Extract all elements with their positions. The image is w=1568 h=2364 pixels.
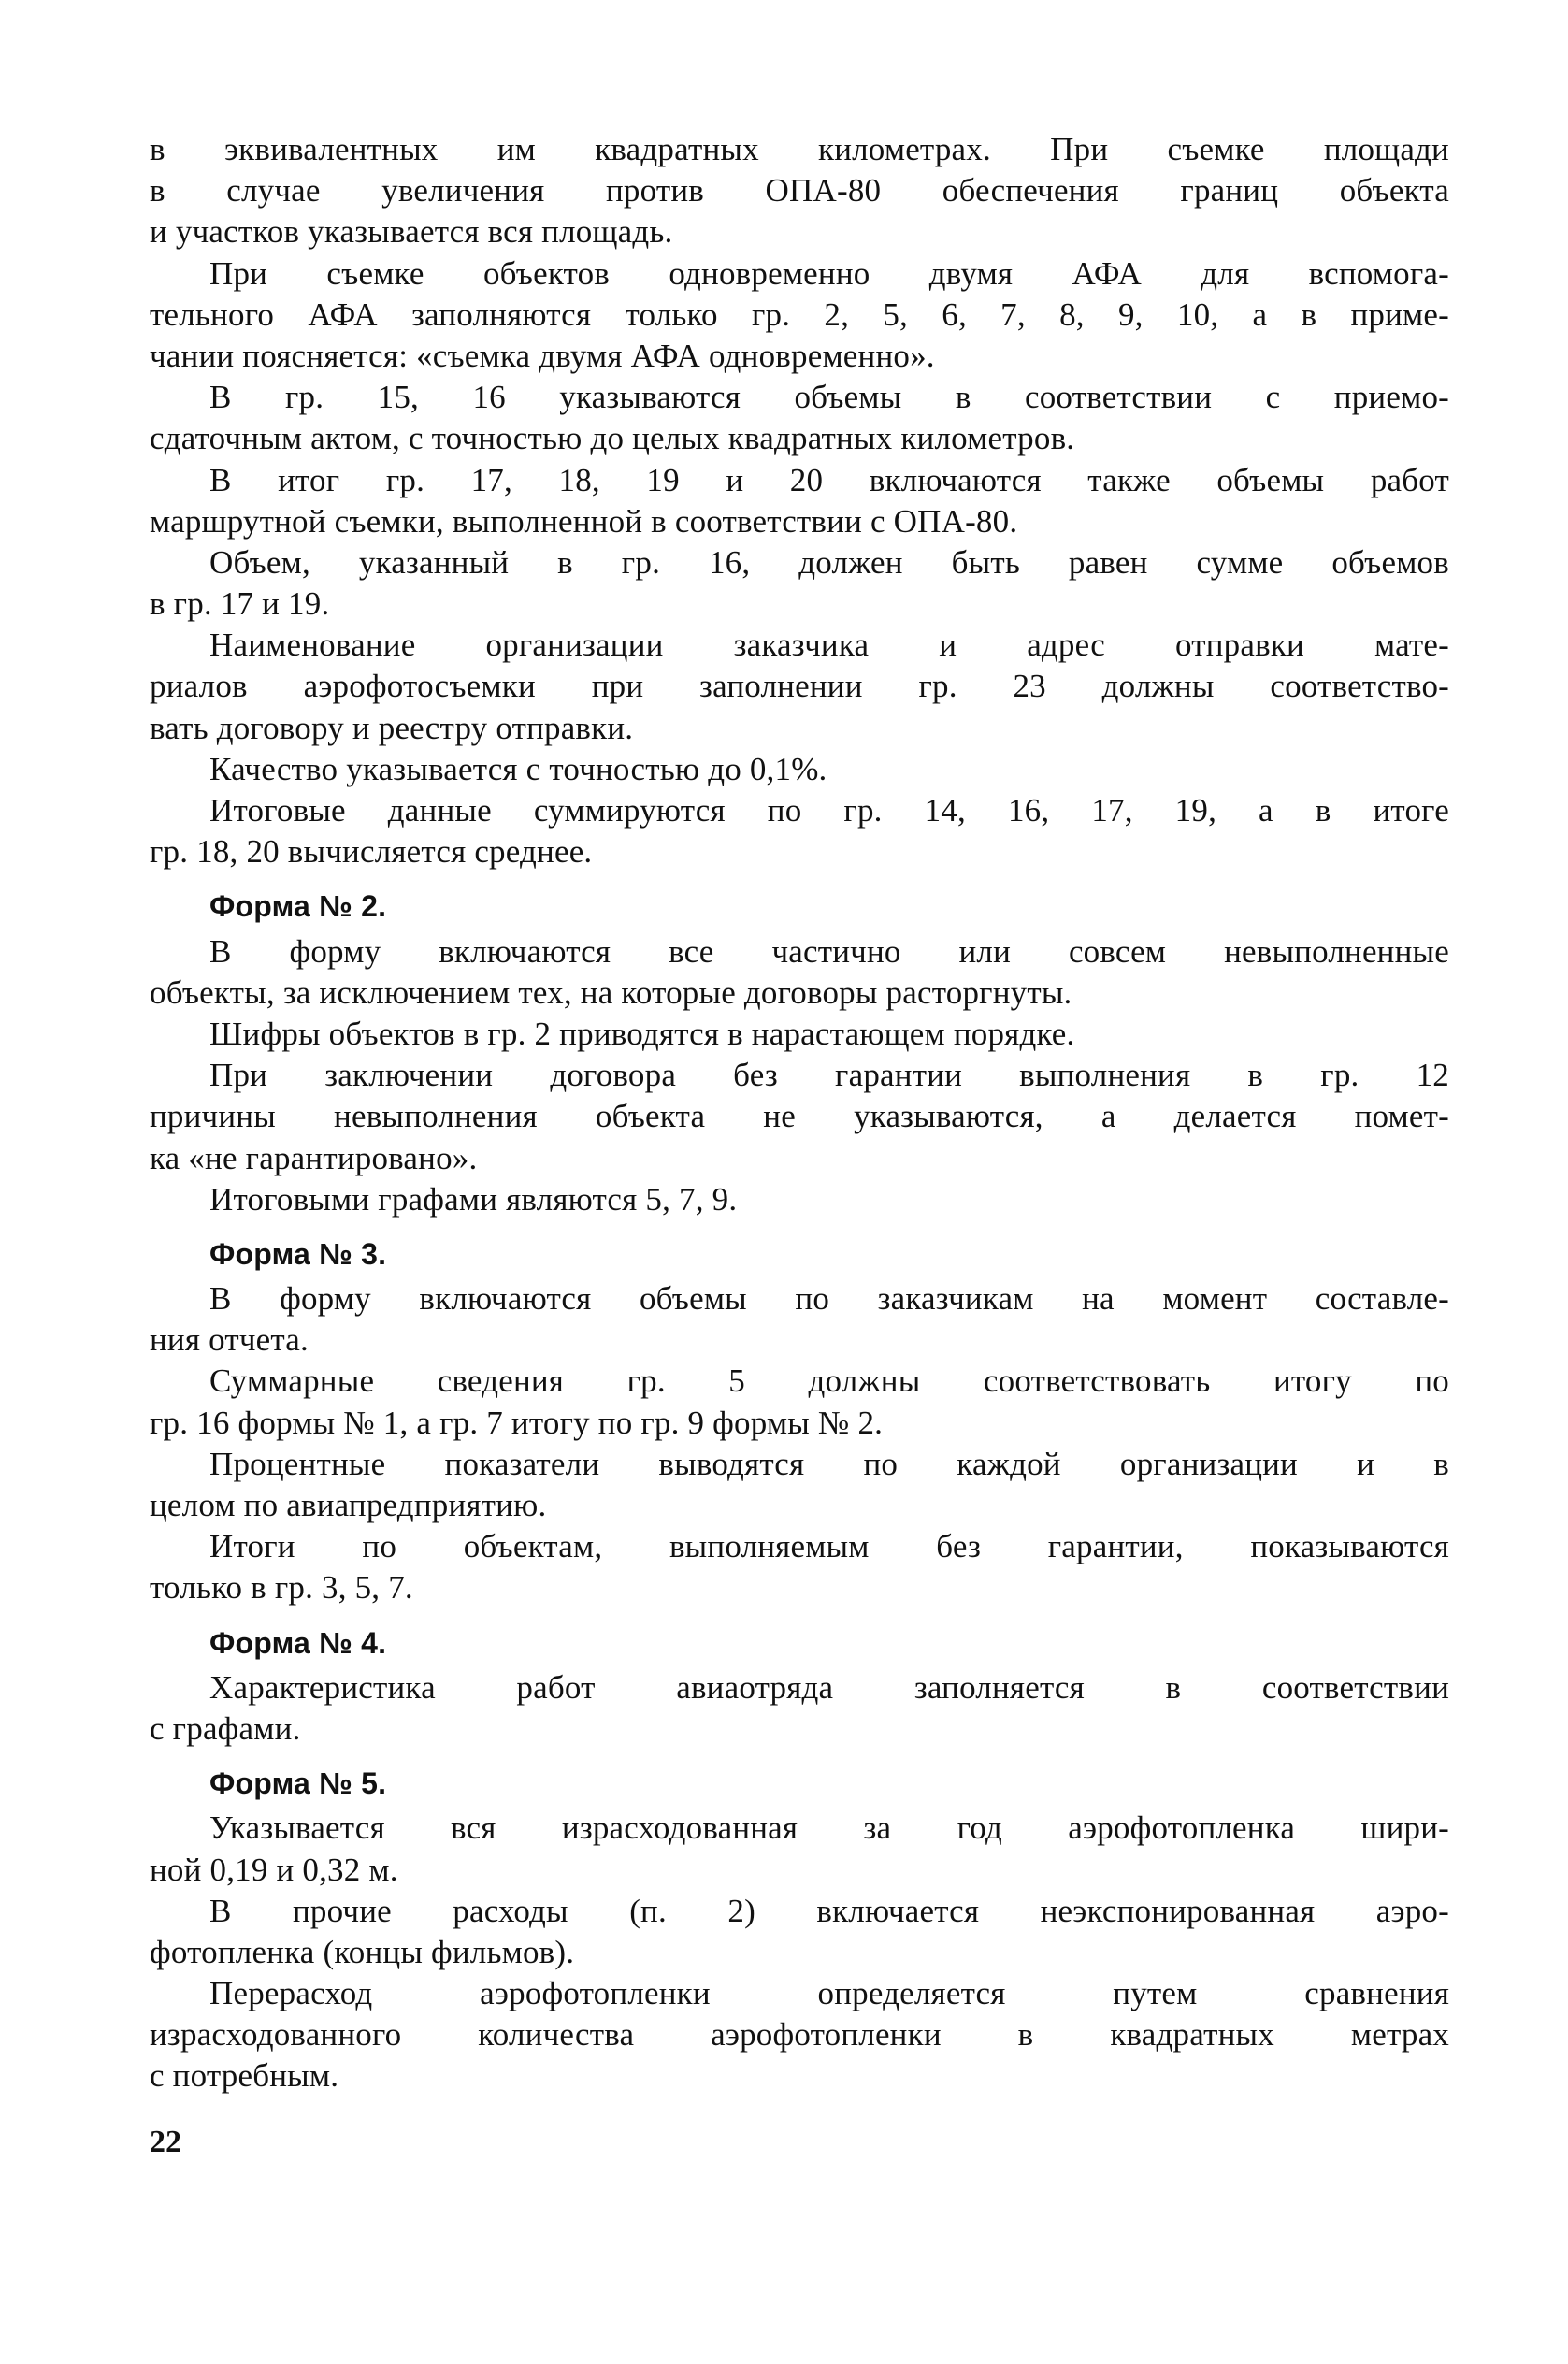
text-line: гр. 18, 20 вычисляется среднее. [150,833,593,871]
paragraph [150,1179,1449,1220]
paragraph [150,1891,1449,1973]
text-line: только в гр. 3, 5, 7. [150,1569,413,1607]
text-line: фотопленка (концы фильмов). [150,1933,575,1970]
paragraph [150,1444,1449,1526]
paragraph [150,377,1449,459]
text-line: Перерасход аэрофотопленки определяется путем сравнения [209,1975,1449,2012]
paragraph [150,1973,1449,2097]
text-line: Итоговые данные суммируются по гр. 14, 16, 17, 19, а в итоге [209,792,1449,829]
paragraph [150,1278,1449,1361]
text-line: ния отчета. [150,1321,309,1359]
paragraph [150,790,1449,872]
text-line: Итоги по объектам, выполняемым без гарантии, показываются [209,1528,1449,1565]
paragraph [150,1808,1449,1890]
text-line: Форма № 2. [209,889,387,924]
text-line: В форму включаются объемы по заказчикам на момент составле- [209,1280,1449,1318]
section-heading [150,1233,1449,1275]
paragraph [150,253,1449,378]
paragraph [150,749,1449,790]
paragraph [150,1055,1449,1179]
text-line: В итог гр. 17, 18, 19 и 20 включаются также объемы работ [209,461,1449,498]
text-line: Суммарные сведения гр. 5 должны соответствовать итогу по [209,1362,1449,1400]
page-number: 22 [150,2125,181,2159]
text-line: с потребным. [150,2057,339,2095]
text-line: Характеристика работ авиаотряда заполняется в соответствии [209,1668,1449,1706]
text-line: При заключении договора без гарантии выполнения в гр. 12 [209,1057,1449,1094]
paragraph [150,1361,1449,1443]
text-line: Шифры объектов в гр. 2 приводятся в нарастающем порядке. [209,1015,1075,1052]
text-line: причины невыполнения объекта не указываются, а делается помет- [150,1098,1449,1135]
text-line: целом по авиапредприятию. [150,1487,547,1523]
paragraph [150,625,1449,749]
text-line: чании поясняется: «съемка двумя АФА одновременно». [150,337,935,374]
text-line: вать договору и реестру отправки. [150,709,634,746]
paragraph [150,1526,1449,1608]
section-heading [150,886,1449,927]
text-line: в эквивалентных им квадратных километрах. При съемке площади [150,131,1449,167]
text-line: Указывается вся израсходованная за год аэрофотопленка шири- [209,1809,1449,1847]
text-line: Объем, указанный в гр. 16, должен быть равен сумме объемов [209,543,1449,581]
paragraph [150,542,1449,625]
section-heading [150,1763,1449,1804]
page-body [150,129,1449,2097]
text-line: сдаточным актом, с точностью до целых квадратных километров. [150,420,1075,457]
text-line: риалов аэрофотосъемки при заполнении гр. 23 должны соответство- [150,668,1449,705]
text-line: израсходованного количества аэрофотопленки в квадратных метрах [150,2016,1449,2054]
text-line: В прочие расходы (п. 2) включается неэкспонированная аэро- [209,1892,1449,1929]
text-line: маршрутной съемки, выполненной в соответствии с ОПА-80. [150,502,1018,540]
text-line: Форма № 5. [209,1766,387,1801]
paragraph [150,129,1449,253]
text-line: Процентные показатели выводятся по каждой организации и в [209,1445,1449,1482]
text-line: с графами. [150,1709,301,1747]
text-line: объекты, за исключением тех, на которые договоры расторгнуты. [150,973,1072,1011]
text-line: Форма № 3. [209,1236,387,1271]
text-line: гр. 16 формы № 1, а гр. 7 итогу по гр. 9 формы № 2. [150,1404,884,1441]
text-line: Качество указывается с точностью до 0,1%. [209,750,827,787]
text-line: тельного АФА заполняются только гр. 2, 5, 6, 7, 8, 9, 10, а в приме- [150,296,1449,333]
text-line: Наименование организации заказчика и адрес отправки мате- [209,627,1449,664]
text-line: Итоговыми графами являются 5, 7, 9. [209,1180,738,1218]
text-line: ной 0,19 и 0,32 м. [150,1851,398,1888]
text-line: ка «не гарантировано». [150,1139,478,1176]
text-line: В форму включаются все частично или совсем невыполненные [209,932,1449,970]
text-line: и участков указывается вся площадь. [150,213,673,251]
paragraph [150,1014,1449,1055]
paragraph [150,1667,1449,1750]
text-line: При съемке объектов одновременно двумя АФА для вспомога- [209,254,1449,292]
paragraph [150,931,1449,1014]
text-line: в гр. 17 и 19. [150,585,330,623]
text-line: Форма № 4. [209,1625,387,1660]
paragraph [150,460,1449,542]
text-line: В гр. 15, 16 указываются объемы в соответствии с приемо- [209,379,1449,416]
section-heading [150,1622,1449,1664]
text-line: в случае увеличения против ОПА-80 обеспечения границ объекта [150,172,1449,209]
